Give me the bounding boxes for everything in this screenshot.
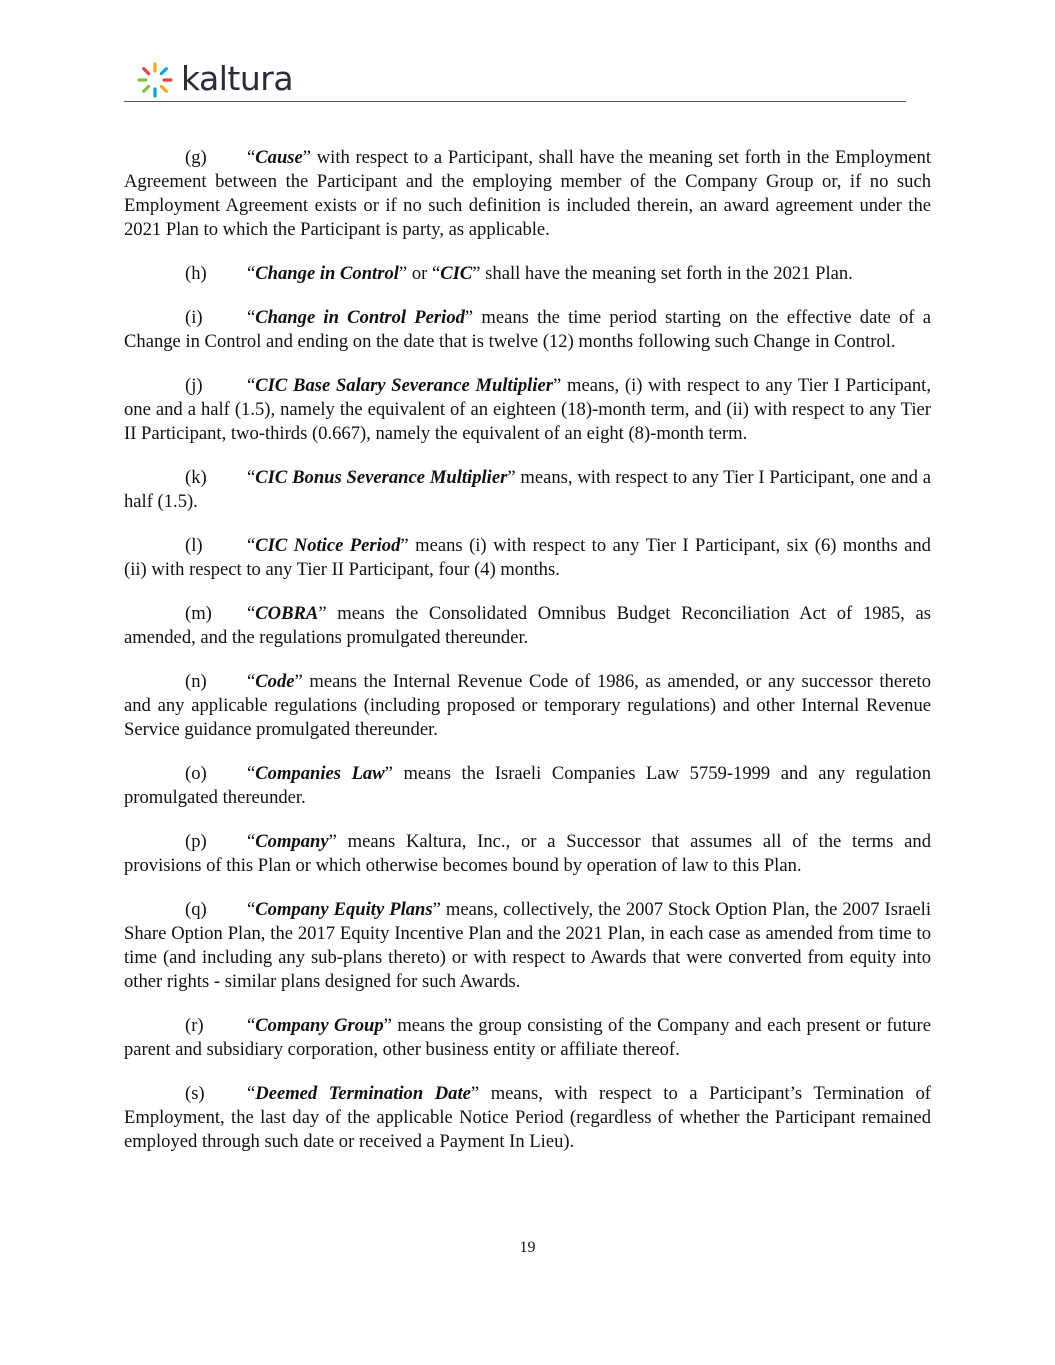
close-quote: ” — [553, 375, 562, 396]
definition-paragraph — [124, 830, 931, 878]
definition-text: means the Consolidated Omnibus Budget Reconciliation Act of 1985, as amended, and the regulations promulgated thereunder. — [124, 603, 931, 648]
definition-paragraph — [124, 1014, 931, 1062]
section-number: (s) — [185, 1083, 205, 1104]
connector-text: or “ — [407, 263, 441, 284]
logo-wordmark: kaltura — [181, 58, 294, 98]
definition-paragraph — [124, 670, 931, 742]
defined-term: CIC Base Salary Severance Multiplier — [255, 375, 553, 396]
definition-text: means the Internal Revenue Code of 1986, as amended, or any successor thereto and any applicable regulations (including proposed or temporary regulations) and other Internal Revenue Service guidance promulgated thereunder. — [124, 671, 931, 740]
defined-term: CIC Notice Period — [255, 535, 401, 556]
close-quote: ” — [470, 1083, 480, 1104]
open-quote: “ — [247, 603, 256, 624]
open-quote: “ — [247, 831, 256, 852]
section-number: (j) — [185, 375, 203, 396]
close-quote: ” — [400, 535, 409, 556]
definition-paragraph — [124, 146, 931, 242]
open-quote: “ — [247, 671, 256, 692]
defined-term: CIC Bonus Severance Multiplier — [255, 467, 508, 488]
document-body — [124, 146, 931, 1174]
close-quote: ” — [384, 763, 393, 784]
definition-text: means, (i) with respect to any Tier I Participant, one and a half (1.5), namely the equivalent of an eighteen (18)-month term, and (ii) with respect to any Tier II Participant, two-thirds (0.667), namely the equivalent of an eight (8)-month term. — [124, 375, 931, 444]
close-quote: ” — [507, 467, 516, 488]
definition-text: means Kaltura, Inc., or a Successor that assumes all of the terms and provisions of this Plan or which otherwise becomes bound by operation of law to this Plan. — [124, 831, 931, 876]
defined-term: Change in Control — [255, 263, 399, 284]
definition-paragraph — [124, 534, 931, 582]
kaltura-logo — [135, 60, 293, 100]
open-quote: “ — [247, 1083, 256, 1104]
definition-text: means the group consisting of the Company and each present or future parent and subsidiary corporation, other business entity or affiliate thereof. — [124, 1015, 931, 1060]
close-quote: ” — [398, 263, 408, 284]
section-number: (i) — [185, 307, 203, 328]
definition-paragraph — [124, 374, 931, 446]
definition-text: means, with respect to a Participant’s Termination of Employment, the last day of the applicable Notice Period (regardless of whether the Participant remained employed through such date or received a Payment In Lieu). — [124, 1083, 931, 1152]
section-number: (p) — [185, 831, 207, 852]
defined-term: Company — [255, 831, 329, 852]
close-quote: ” — [328, 831, 337, 852]
section-number: (g) — [185, 147, 207, 168]
definition-paragraph — [124, 466, 931, 514]
close-quote: ” — [294, 671, 303, 692]
open-quote: “ — [247, 147, 256, 168]
definition-paragraph — [124, 262, 931, 286]
open-quote: “ — [247, 375, 256, 396]
definition-paragraph — [124, 1082, 931, 1154]
definition-text: means, collectively, the 2007 Stock Option Plan, the 2007 Israeli Share Option Plan, the 2017 Equity Incentive Plan and the 2021 Plan, in each case as amended from time to time (and including any sub-plans thereto) or with respect to Awards that were converted from equity into other rights - similar plans designed for such Awards. — [124, 899, 931, 992]
open-quote: “ — [247, 307, 256, 328]
definition-text: with respect to a Participant, shall have the meaning set forth in the Employment Agreement between the Participant and the employing member of the Company Group or, if no such Employment Agreement exists or if no such definition is included therein, an award agreement under the 2021 Plan to which the Participant is party, as applicable. — [124, 147, 931, 240]
defined-term: Cause — [255, 147, 303, 168]
defined-term: Change in Control Period — [255, 307, 465, 328]
kaltura-sunburst-icon — [135, 60, 175, 100]
section-number: (o) — [185, 763, 207, 784]
close-quote: ” — [302, 147, 312, 168]
section-number: (l) — [185, 535, 203, 556]
definition-text: means (i) with respect to any Tier I Participant, six (6) months and (ii) with respect to any Tier II Participant, four (4) months. — [124, 535, 931, 580]
open-quote: “ — [247, 467, 256, 488]
section-number: (r) — [185, 1015, 204, 1036]
defined-term: Companies Law — [255, 763, 385, 784]
defined-term: Deemed Termination Date — [255, 1083, 471, 1104]
close-quote: ” — [383, 1015, 392, 1036]
section-number: (h) — [185, 263, 207, 284]
definition-paragraph — [124, 602, 931, 650]
definition-text: means the Israeli Companies Law 5759-1999 and any regulation promulgated thereunder. — [124, 763, 931, 808]
definition-text: means, with respect to any Tier I Participant, one and a half (1.5). — [124, 467, 931, 512]
open-quote: “ — [247, 535, 256, 556]
defined-term: CIC — [440, 263, 473, 284]
defined-term: Code — [255, 671, 295, 692]
defined-term: Company Group — [255, 1015, 384, 1036]
open-quote: “ — [247, 263, 256, 284]
definition-paragraph — [124, 898, 931, 994]
defined-term: COBRA — [255, 603, 319, 624]
definition-text: means the time period starting on the effective date of a Change in Control and ending on the date that is twelve (12) months following such Change in Control. — [124, 307, 931, 352]
section-number: (q) — [185, 899, 207, 920]
close-quote: ” — [464, 307, 474, 328]
section-number: (k) — [185, 467, 207, 488]
close-quote: ” — [432, 899, 441, 920]
open-quote: “ — [247, 899, 256, 920]
open-quote: “ — [247, 763, 256, 784]
definition-paragraph — [124, 306, 931, 354]
page-number: 19 — [519, 1239, 536, 1256]
section-number: (n) — [185, 671, 207, 692]
close-quote: ” — [318, 603, 327, 624]
open-quote: “ — [247, 1015, 256, 1036]
definition-paragraph — [124, 762, 931, 810]
defined-term: Company Equity Plans — [255, 899, 433, 920]
header-rule — [124, 101, 906, 102]
definition-text: ” shall have the meaning set forth in the 2021 Plan. — [472, 263, 853, 284]
section-number: (m) — [185, 603, 212, 624]
